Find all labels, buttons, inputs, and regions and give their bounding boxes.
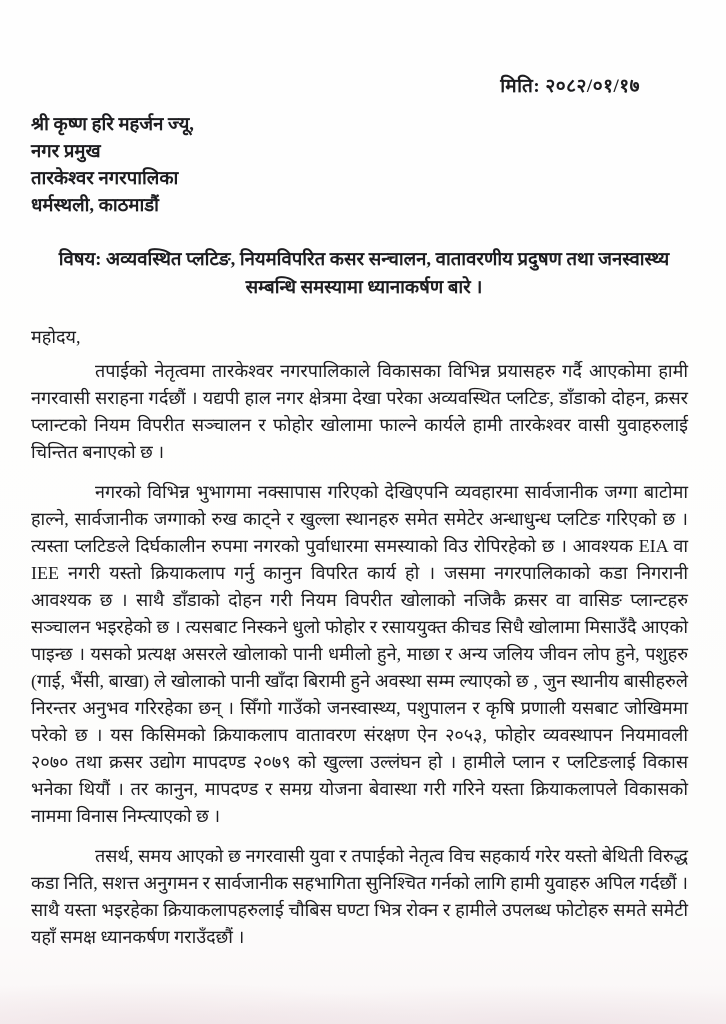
letter-date: मिति: २०८२/०१/१७ [500,76,640,97]
body-paragraph-3: तसर्थ, समय आएको छ नगरवासी युवा र तपाईको नेतृत्व विच सहकार्य गरेर यस्तो बेथिती विरुद्ध कडा निति, सशत्त अनुगमन र सार्वजानीक सहभागिता सुनिश्चित गर्नको लागि हामी युवाहरु अपिल गर्दछौं । साथै यस्ता भइरहेका क्रियाकलापहरुलाई चौबिस घण्टा भित्र रोक्न र हामीले उपलब्ध फोटोहरु समते समेटी यहाँ समक्ष ध्यानकर्षण गराउँदछौं । [31,846,688,947]
recipient-municipality: तारकेश्वर नगरपालिका [31,169,179,189]
recipient-name: श्री कृष्ण हरि महर्जन ज्यू, [31,115,194,135]
salutation: महोदय, [31,327,81,347]
recipient-block [31,112,726,220]
body-paragraph-1: तपाईको नेतृत्वमा तारकेश्वर नगरपालिकाले विकासका विभिन्न प्रयासहरु गर्दै आएकोमा हामी नगरवासी सराहना गर्दछौं । यद्यपी हाल नगर क्षेत्रमा देखा परेका अव्यवस्थित प्लटिङ, डाँडाको दोहन, क्रसर प्लान्टको नियम विपरीत सञ्चालन र फोहोर खोलामा फाल्ने कार्यले हामी तारकेश्वर वासी युवाहरुलाई चिन्तित बनाएको छ । [31,361,688,462]
body-paragraph-2: नगरको विभिन्न भुभागमा नक्सापास गरिएको देखिएपनि व्यवहारमा सार्वजानीक जग्गा बाटोमा हाल्ने, सार्वजानीक जग्गाको रुख काट्ने र खुल्ला स्थानहरु समेत समेटेर अन्धाधुन्ध प्लटिङ गरिएको छ । त्यस्ता प्लटिङले दिर्घकालीन रुपमा नगरको पुर्वाधारमा समस्याको विउ रोपिरहेको छ । आवश्यक EIA वा IEE नगरी यस्तो क्रियाकलाप गर्नु कानुन विपरित कार्य हो । जसमा नगरपालिकाको कडा निगरानी आवश्यक छ । साथै डाँडाको दोहन गरी नियम विपरीत खोलाको नजिकै क्रसर वा वासिङ प्लान्टहरु सञ्चालन भइरहेको छ । त्यसबाट निस्कने धुलो फोहोर र रसाययुक्त कीचड सिधै खोलामा मिसाउँदै आएको पाइन्छ । यसको प्रत्यक्ष असरले खोलाको पानी धमीलो हुने, माछा र अन्य जलिय जीवन लोप हुने, पशुहरु (गाई, भैंसी, बाखा) ले खोलाको पानी खाँदा बिरामी हुने अवस्था सम्म ल्याएको छ , जुन स्थानीय बासीहरुले निरन्तर अनुभव गरिरहेका छन् । सिँगो गाउँको जनस्वास्थ्य, पशुपालन र कृषि प्रणाली यसबाट जोखिममा परेको छ । यस किसिमको क्रियाकलाप वातावरण संरक्षण ऐन २०५३, फोहोर व्यवस्थापन नियमावली २०७० तथा क्रसर उद्योग मापदण्ड २०७९ को खुल्ला उल्लंघन हो । हामीले प्लान र प्लटिङलाई विकास भनेका थियौं । तर कानुन, मापदण्ड र समग्र योजना बेवास्था गरी गरिने यस्ता क्रियाकलापले विकासको नाममा विनास निम्त्याएको छ । [31,482,688,826]
recipient-designation: नगर प्रमुख [31,142,101,162]
recipient-address: धर्मस्थली, काठमाडौं [31,196,159,216]
subject-line: विषय: अव्यवस्थित प्लटिङ, नियमविपरित कसर सन्चालन, वातावरणीय प्रदुषण तथा जनस्वास्थ्य सम्बन्धि समस्यामा ध्यानाकर्षण बारे । [58,250,670,298]
